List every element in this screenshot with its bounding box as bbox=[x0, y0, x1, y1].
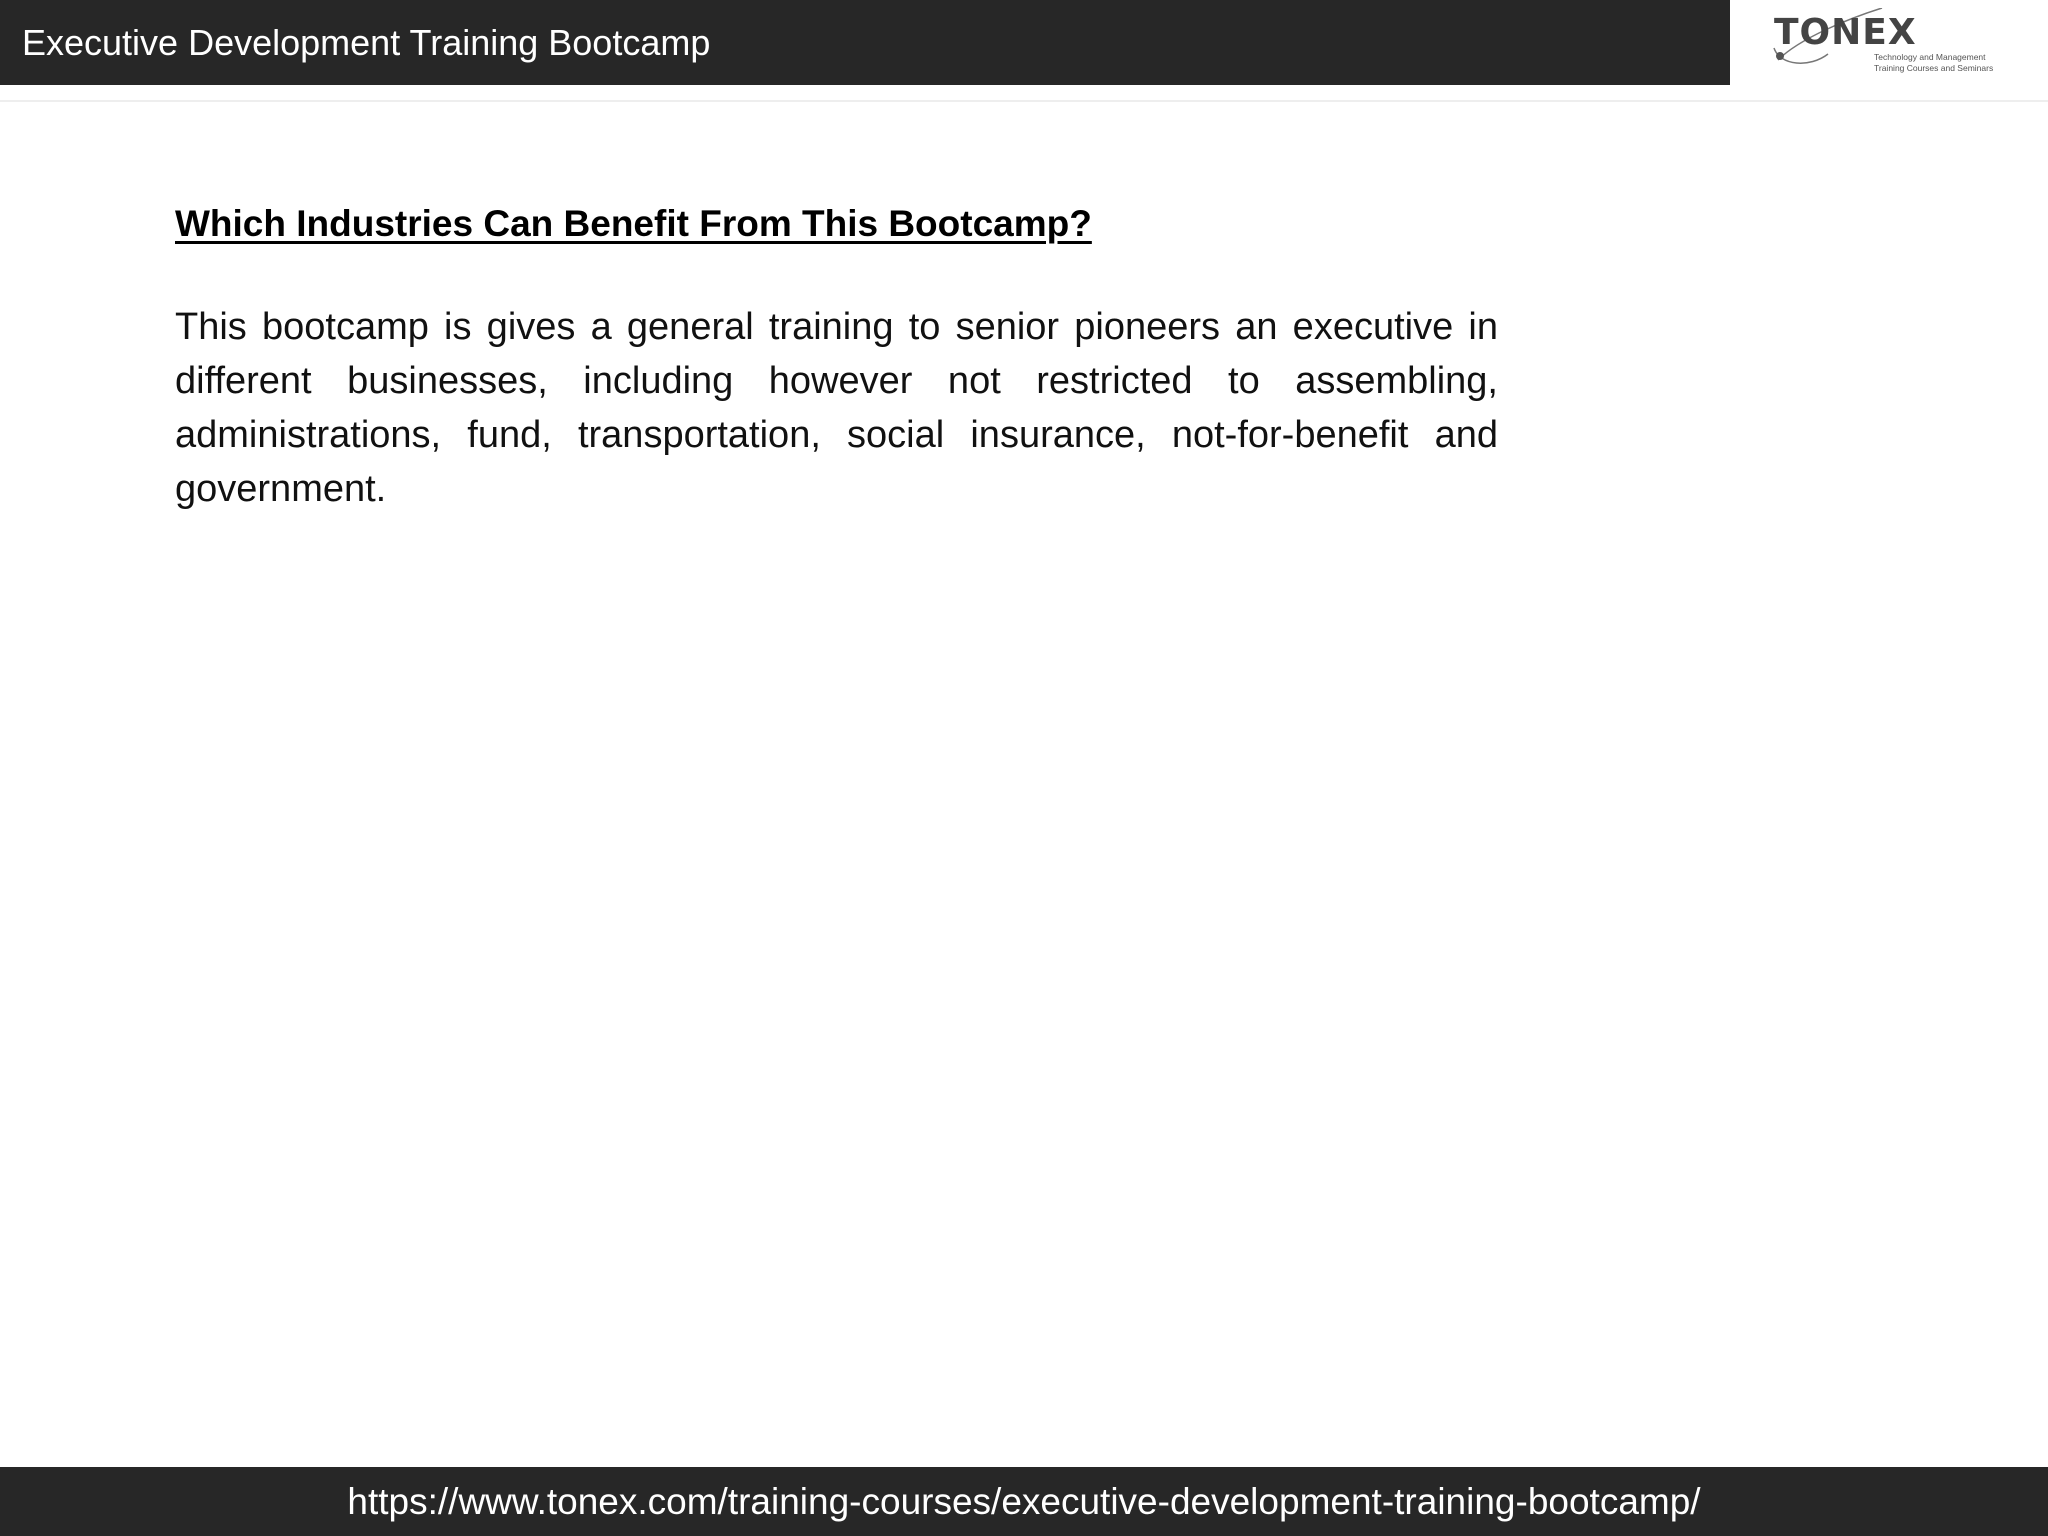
header-bar bbox=[0, 0, 1730, 85]
logo-tagline-line1: Technology and Management bbox=[1874, 52, 1986, 62]
header-divider bbox=[0, 100, 2048, 102]
header-title: Executive Development Training Bootcamp bbox=[22, 22, 711, 63]
section-heading: Which Industries Can Benefit From This Bootcamp? bbox=[175, 203, 1092, 244]
logo-wordmark: TONEX bbox=[1774, 12, 1917, 53]
logo-tagline-line2: Training Courses and Seminars bbox=[1874, 63, 1994, 73]
tonex-logo bbox=[1770, 8, 2020, 83]
footer-url: https://www.tonex.com/training-courses/executive-development-training-bootcamp/ bbox=[347, 1481, 1701, 1522]
logo-tagline bbox=[1874, 52, 2024, 74]
footer-bar bbox=[0, 1467, 2048, 1536]
main-content bbox=[175, 200, 1498, 516]
section-paragraph: This bootcamp is gives a general training to senior pioneers an executive in different businesses, including however not restricted to assembling, administrations, fund, transportation, social insurance, not-for-benefit and government. bbox=[175, 306, 1498, 510]
